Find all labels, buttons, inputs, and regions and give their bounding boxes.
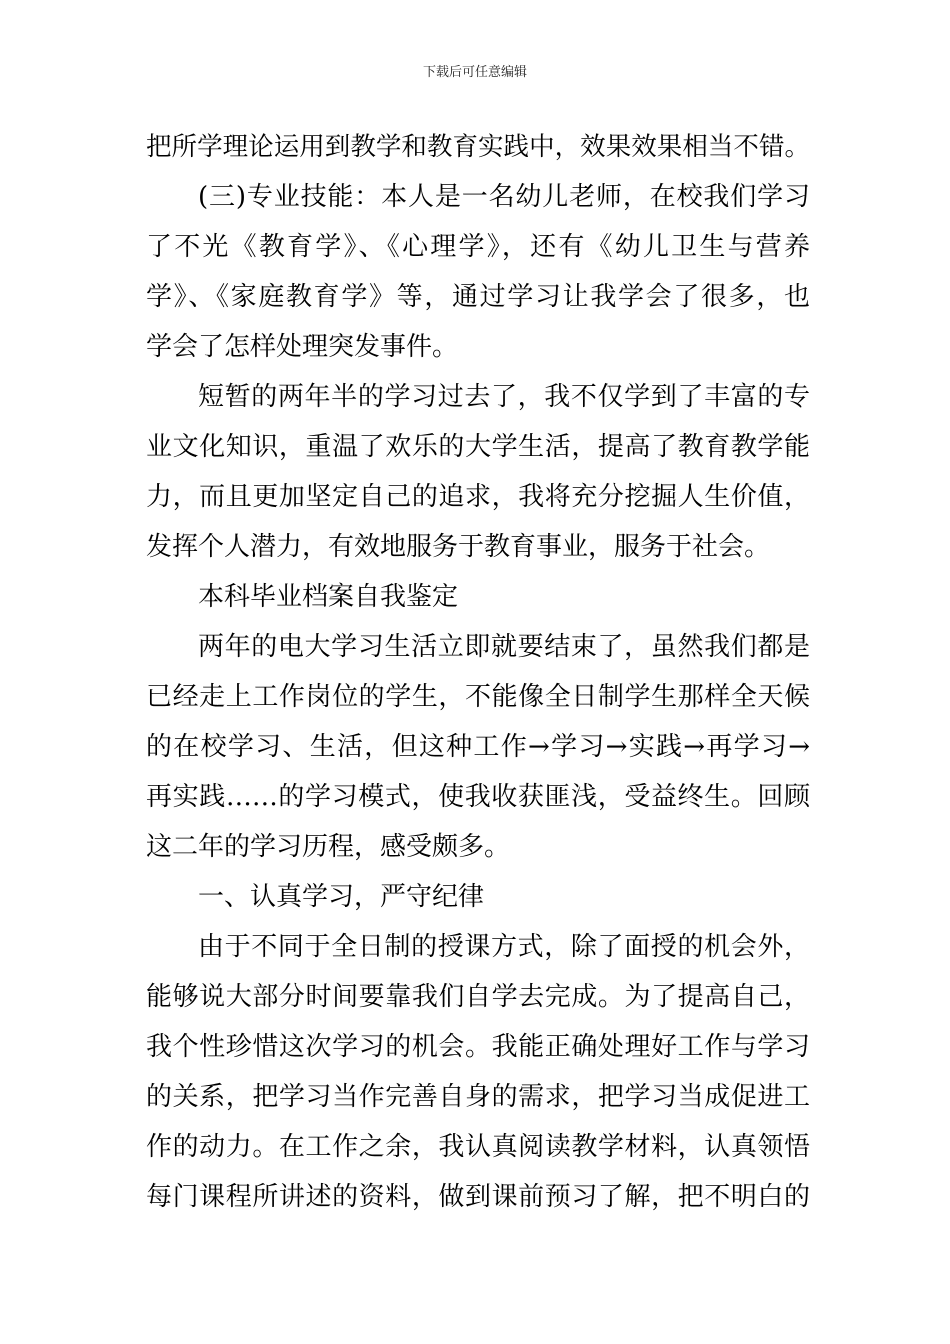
text-line: 短暂的两年半的学习过去了，我不仅学到了丰富的专: [198, 382, 810, 412]
text-line: 力，而且更加坚定自己的追求，我将充分挖掘人生价值，: [146, 482, 810, 512]
text-line: 业文化知识，重温了欢乐的大学生活，提高了教育教学能: [146, 432, 810, 462]
page-header-note: 下载后可任意编辑: [422, 65, 527, 80]
text-line: 本科毕业档案自我鉴定: [198, 582, 459, 612]
text-line: 已经走上工作岗位的学生，不能像全日制学生那样全天候: [146, 682, 810, 712]
text-line: 了不光《教育学》、《心理学》，还有《幼儿卫生与营养: [146, 232, 810, 262]
text-line: 学》、《家庭教育学》等，通过学习让我学会了很多，也: [146, 282, 810, 312]
text-line: 学会了怎样处理突发事件。: [146, 332, 459, 362]
text-line: 的关系，把学习当作完善自身的需求，把学习当成促进工: [146, 1082, 810, 1112]
text-line: 我个性珍惜这次学习的机会。我能正确处理好工作与学习: [146, 1032, 810, 1062]
text-line: 两年的电大学习生活立即就要结束了，虽然我们都是: [198, 632, 810, 662]
text-line: 的在校学习、生活，但这种工作→学习→实践→再学习→: [146, 732, 810, 762]
text-line: (三)专业技能：本人是一名幼儿老师，在校我们学习: [198, 182, 810, 212]
text-line: 每门课程所讲述的资料，做到课前预习了解，把不明白的: [146, 1182, 810, 1212]
text-line: 能够说大部分时间要靠我们自学去完成。为了提高自己，: [146, 982, 810, 1012]
text-line: 发挥个人潜力，有效地服务于教育事业，服务于社会。: [146, 532, 771, 562]
text-line: 一、认真学习，严守纪律: [198, 882, 485, 912]
text-line: 这二年的学习历程，感受颇多。: [146, 832, 511, 862]
document-body: [146, 122, 810, 1222]
text-line: 作的动力。在工作之余，我认真阅读教学材料，认真领悟: [146, 1132, 810, 1162]
text-line: 把所学理论运用到教学和教育实践中，效果效果相当不错。: [146, 132, 810, 162]
text-line: 再实践……的学习模式，使我收获匪浅，受益终生。回顾: [146, 782, 810, 812]
text-line: 由于不同于全日制的授课方式，除了面授的机会外，: [198, 932, 810, 962]
